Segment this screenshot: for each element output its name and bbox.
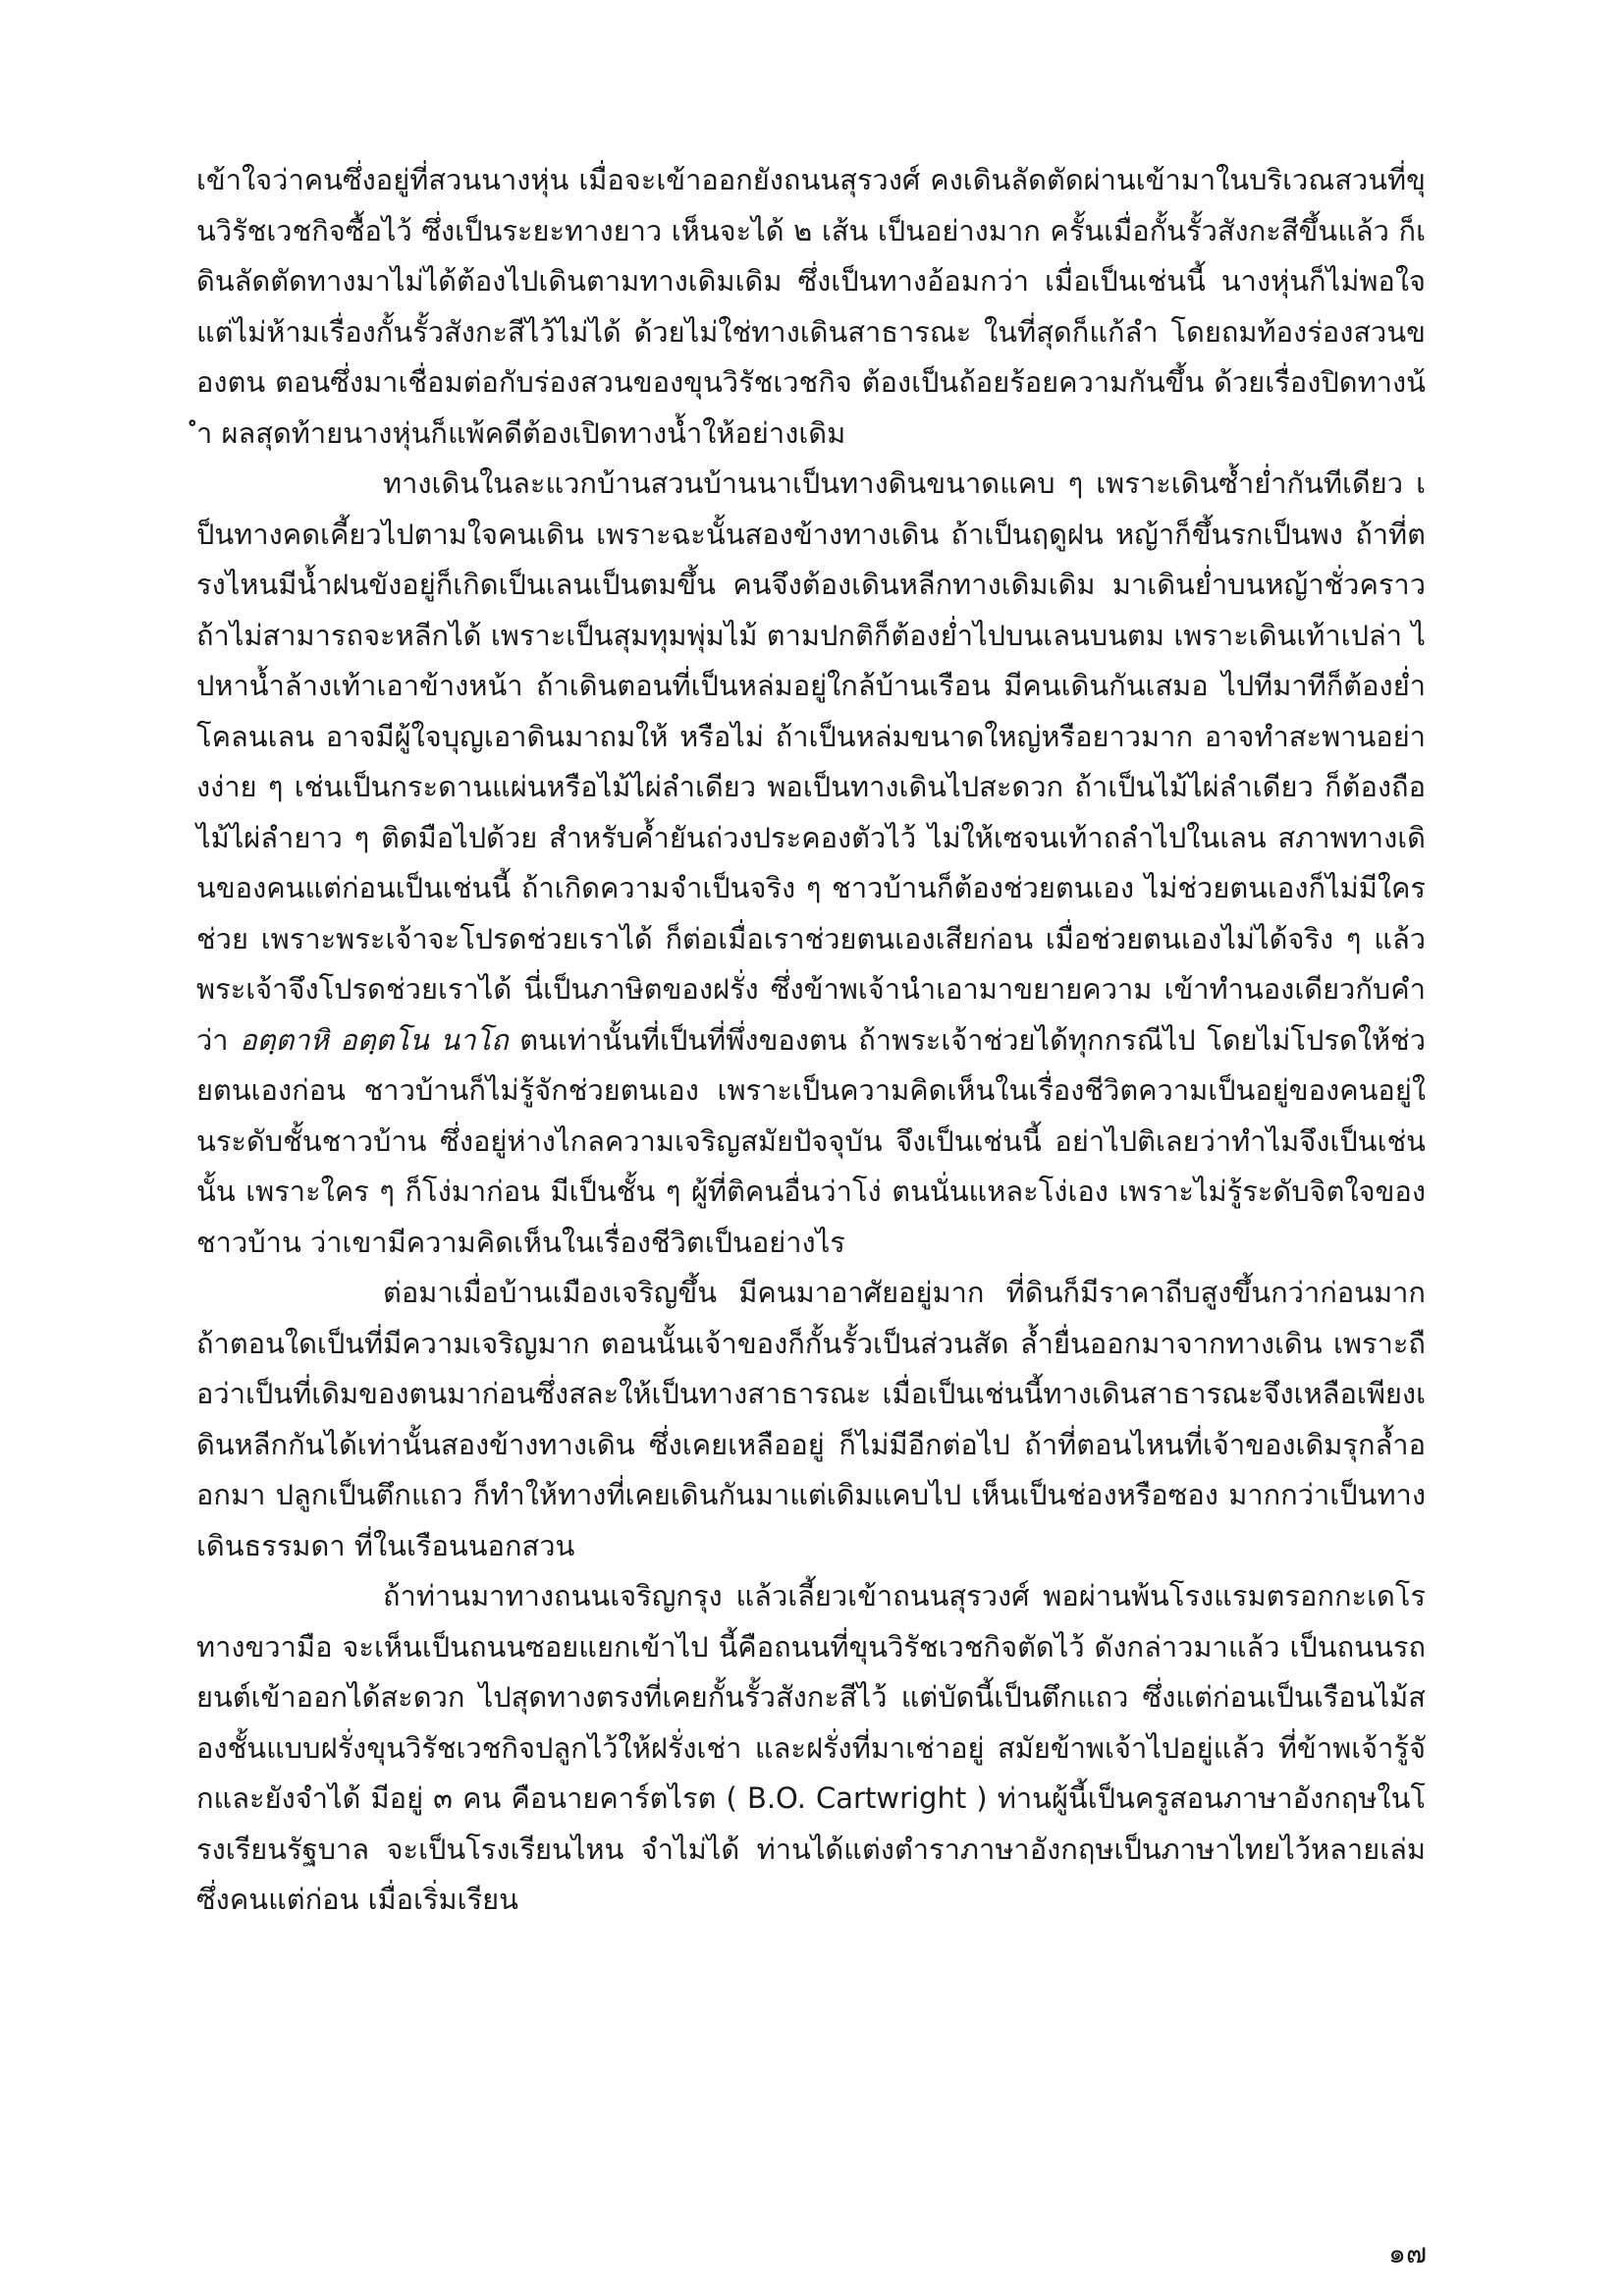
paragraph-3: ต่อมาเมื่อบ้านเมืองเจริญขึ้น มีคนมาอาศัยอยู่มาก ที่ดินก็มีราคาถีบสูงขึ้นกว่าก่อนมาก ถ้าตอนใดเป็นที่มีความเจริญมาก ตอนนั้นเจ้าของก็กั้นรั้วเป็นส่วนสัด ล้ำยื่นออกมาจากทางเดิน เพราะถือว่าเป็นที่เดิมของตนมาก่อนซึ่งสละให้เป็นทางสาธารณะ เมื่อเป็นเช่นนี้ทางเดินสาธารณะจึงเหลือเพียงเดินหลีกกันได้เท่านั้นสองข้างทางเดิน ซึ่งเคยเหลืออยู่ ก็ไม่มีอีกต่อไป ถ้าที่ตอนไหนที่เจ้าของเดิมรุกล้ำออกมา ปลูกเป็นตึกแถว ก็ทำให้ทางที่เคยเดินกันมาแต่เดิมแคบไป เห็นเป็นช่องหรือซอง มากกว่าเป็นทางเดินธรรมดา ที่ในเรือนนอกสวน <box>196 1276 1426 1562</box>
pali-phrase: อตฺตาหิ อตฺตโน นาโถ <box>240 1022 509 1057</box>
paragraph-2-text-before: ทางเดินในละแวกบ้านสวนบ้านนาเป็นทางดินขนาดแคบ ๆ เพราะเดินซ้ำย่ำกันทีเดียว เป็นทางคดเคี้ยวไปตามใจคนเดิน เพราะฉะนั้นสองข้างทางเดิน ถ้าเป็นฤดูฝน หญ้าก็ขึ้นรกเป็นพง ถ้าที่ตรงไหนมีน้ำฝนขังอยู่ก็เกิดเป็นเลนเป็นตมขึ้น คนจึงต้องเดินหลีกทางเดิมเดิม มาเดินย่ำบนหญ้าชั่วคราว ถ้าไม่สามารถจะหลีกได้ เพราะเป็นสุมทุมพุ่มไม้ ตามปกติก็ต้องย่ำไปบนเลนบนตม เพราะเดินเท้าเปล่า ไปหาน้ำล้างเท้าเอาข้างหน้า ถ้าเดินตอนที่เป็นหล่มอยู่ใกล้บ้านเรือน มีคนเดินกันเสมอ ไปทีมาทีก็ต้องย่ำโคลนเลน อาจมีผู้ใจบุญเอาดินมาถมให้ หรือไม่ ถ้าเป็นหล่มขนาดใหญ่หรือยาวมาก อาจทำสะพานอย่างง่าย ๆ เช่นเป็นกระดานแผ่นหรือไม้ไผ่ลำเดียว พอเป็นทางเดินไปสะดวก ถ้าเป็นไม้ไผ่ลำเดียว ก็ต้องถือไม้ไผ่ลำยาว ๆ ติดมือไปด้วย สำหรับค้ำยันถ่วงประคองตัวไว้ ไม่ให้เซจนเท้าถลำไปในเลน สภาพทางเดินของคนแต่ก่อนเป็นเช่นนี้ ถ้าเกิดความจำเป็นจริง ๆ ชาวบ้านก็ต้องช่วยตนเอง ไม่ช่วยตนเองก็ไม่มีใครช่วย เพราะพระเจ้าจะโปรดช่วยเราได้ ก็ต่อเมื่อเราช่วยตนเองเสียก่อน เมื่อช่วยตนเองไม่ได้จริง ๆ แล้วพระเจ้าจึงโปรดช่วยเราได้ นี่เป็นภาษิตของฝรั่ง ซึ่งข้าพเจ้านำเอามาขยายความ เข้าทำนองเดียวกับคำว่า <box>196 466 1426 1057</box>
paragraph-2-text-after: ตนเท่านั้นที่เป็นที่พึ่งของตน ถ้าพระเจ้าช่วยได้ทุกกรณีไป โดยไม่โปรดให้ช่วยตนเองก่อน ชาวบ้านก็ไม่รู้จักช่วยตนเอง เพราะเป็นความคิดเห็นในเรื่องชีวิตความเป็นอยู่ของคนอยู่ในระดับชั้นชาวบ้าน ซึ่งอยู่ห่างไกลความเจริญสมัยปัจจุบัน จึงเป็นเช่นนี้ อย่าไปติเลยว่าทำไมจึงเป็นเช่นนั้น เพราะใคร ๆ ก็โง่มาก่อน มีเป็นชั้น ๆ ผู้ที่ติคนอื่นว่าโง่ ตนนั่นแหละโง่เอง เพราะไม่รู้ระดับจิตใจของชาวบ้าน ว่าเขามีความคิดเห็นในเรื่องชีวิตเป็นอย่างไร <box>196 1022 1426 1259</box>
body-text <box>196 155 1426 1926</box>
page-number: ๑๗ <box>1388 2237 1427 2269</box>
paragraph-1: เข้าใจว่าคนซึ่งอยู่ที่สวนนางหุ่น เมื่อจะเข้าออกยังถนนสุรวงศ์ คงเดินลัดตัดผ่านเข้ามาในบริเวณสวนที่ขุนวิรัชเวชกิจซื้อไว้ ซึ่งเป็นระยะทางยาว เห็นจะได้ ๒ เส้น เป็นอย่างมาก ครั้นเมื่อกั้นรั้วสังกะสีขึ้นแล้ว ก็เดินลัดตัดทางมาไม่ได้ต้องไปเดินตามทางเดิมเดิม ซึ่งเป็นทางอ้อมกว่า เมื่อเป็นเช่นนี้ นางหุ่นก็ไม่พอใจ แต่ไม่ห้ามเรื่องกั้นรั้วสังกะสีไว้ไม่ได้ ด้วยไม่ใช่ทางเดินสาธารณะ ในที่สุดก็แก้ลำ โดยถมท้องร่องสวนของตน ตอนซึ่งมาเชื่อมต่อกับร่องสวนของขุนวิรัชเวชกิจ ต้องเป็นถ้อยร้อยความกันขึ้น ด้วยเรื่องปิดทางน้ำ ผลสุดท้ายนางหุ่นก็แพ้คดีต้องเปิดทางน้ำให้อย่างเดิม <box>196 163 1426 450</box>
paragraph-2 <box>196 459 1426 1268</box>
paragraph-4: ถ้าท่านมาทางถนนเจริญกรุง แล้วเลี้ยวเข้าถนนสุรวงศ์ พอผ่านพ้นโรงแรมตรอกกะเดโรทางขวามือ จะเห็นเป็นถนนซอยแยกเข้าไป นี้คือถนนที่ขุนวิรัชเวชกิจตัดไว้ ดังกล่าวมาแล้ว เป็นถนนรถยนต์เข้าออกได้สะดวก ไปสุดทางตรงที่เคยกั้นรั้วสังกะสีไว้ แต่บัดนี้เป็นตึกแถว ซึ่งแต่ก่อนเป็นเรือนไม้สองชั้นแบบฝรั่งขุนวิรัชเวชกิจปลูกไว้ให้ฝรั่งเช่า และฝรั่งที่มาเช่าอยู่ สมัยข้าพเจ้าไปอยู่แล้ว ที่ข้าพเจ้ารู้จักและยังจำได้ มีอยู่ ๓ คน คือนายคาร์ตไรต ( B.O. Cartwright ) ท่านผู้นี้เป็นครูสอนภาษาอังกฤษในโรงเรียนรัฐบาล จะเป็นโรงเรียนไหน จำไม่ได้ ท่านได้แต่งตำราภาษาอังกฤษเป็นภาษาไทยไว้หลายเล่ม ซึ่งคนแต่ก่อน เมื่อเริ่มเรียน <box>196 1579 1426 1916</box>
